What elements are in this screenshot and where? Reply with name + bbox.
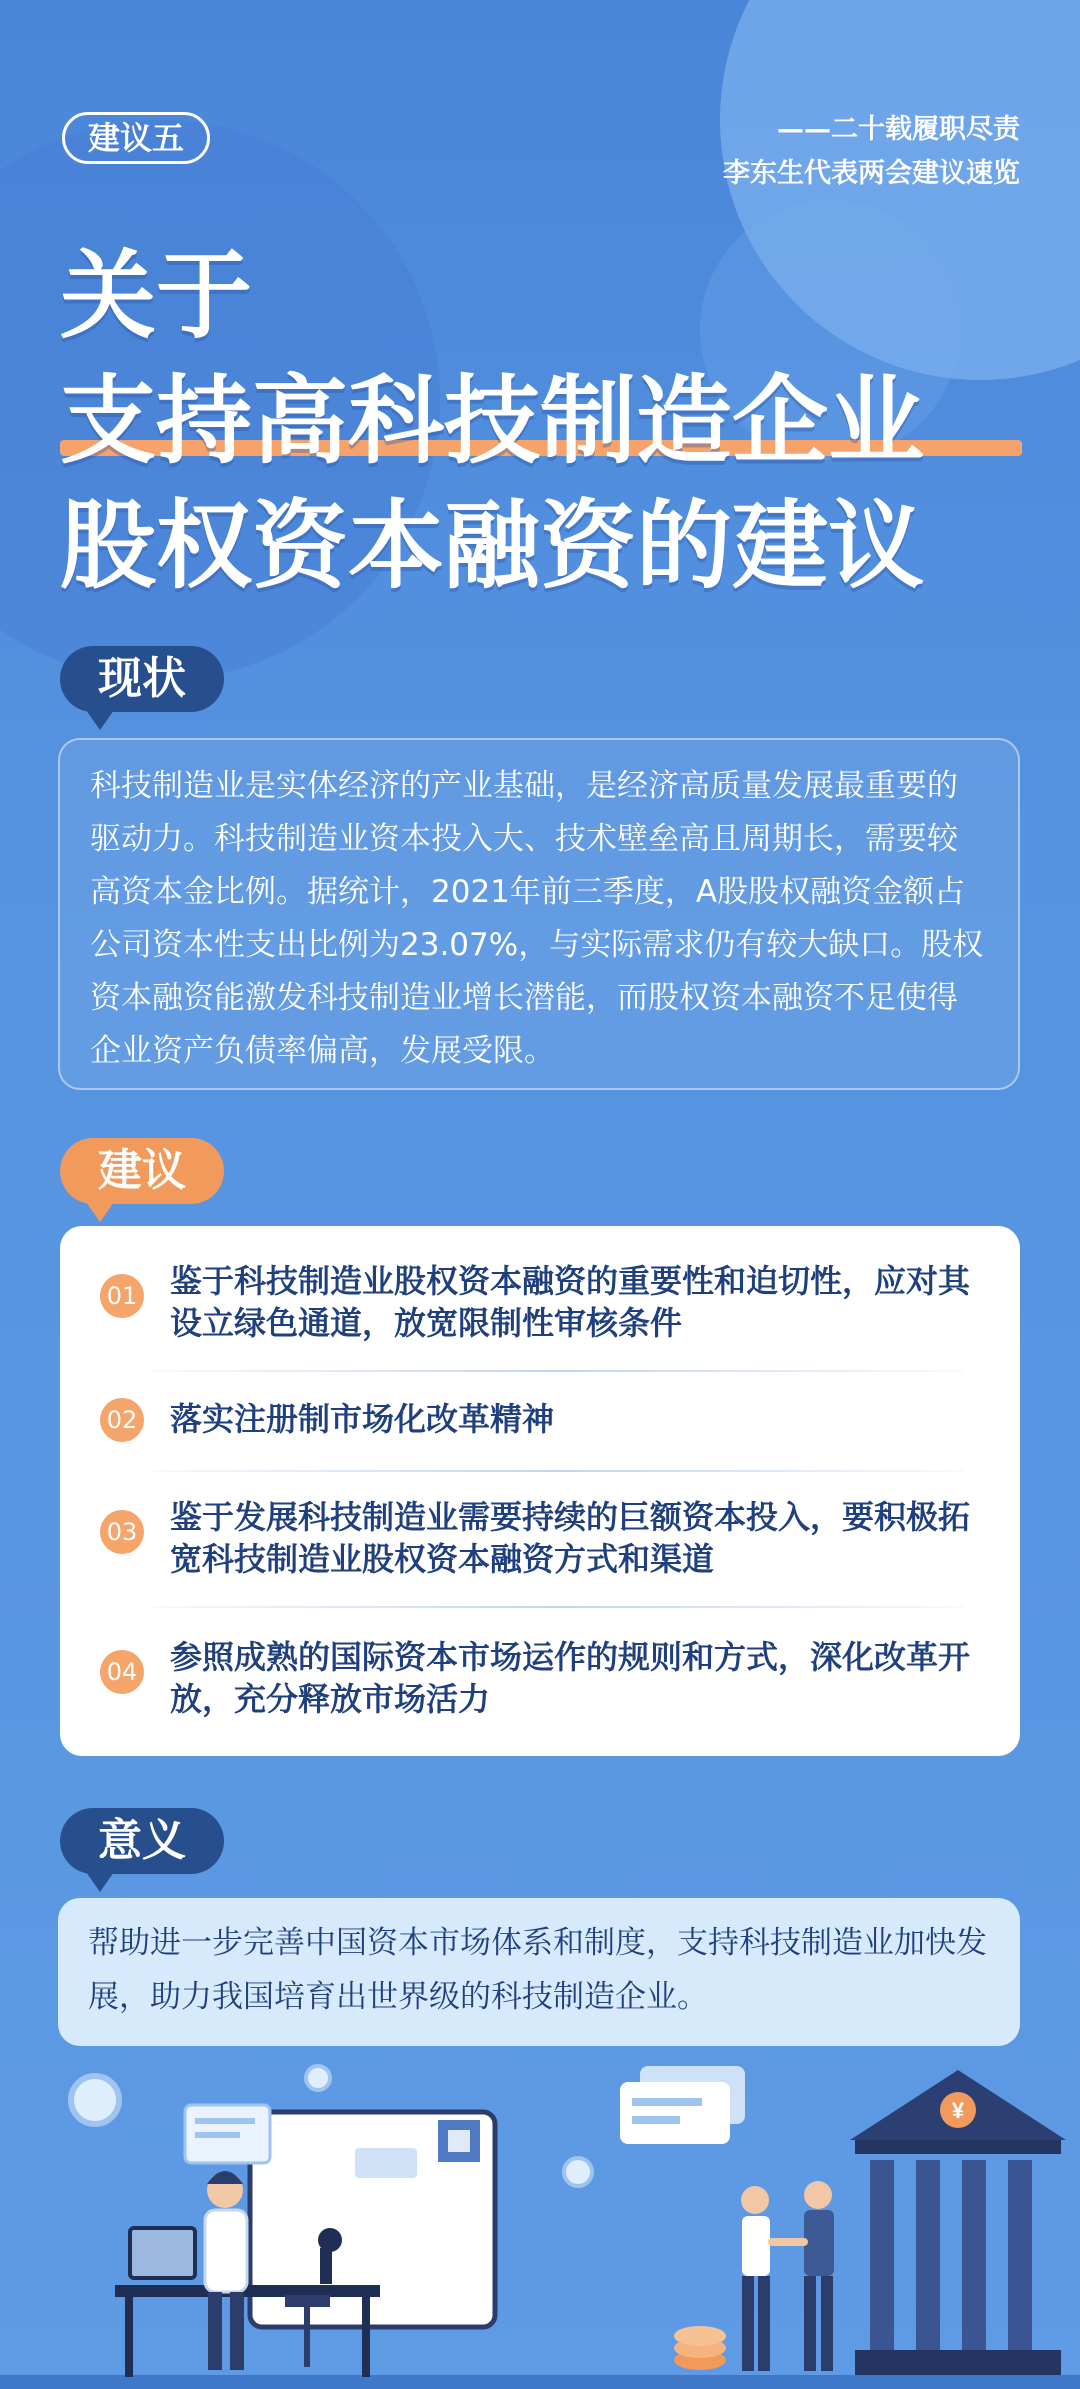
bank-base — [855, 2350, 1061, 2375]
browser-line — [195, 2118, 255, 2124]
status-text-box — [58, 738, 1020, 1090]
microscope-head — [318, 2228, 342, 2252]
businessman-head — [804, 2181, 832, 2209]
card-line — [632, 2098, 702, 2106]
title-line-3: 股权资本融资的建议 — [60, 490, 924, 602]
monitor — [130, 2228, 195, 2278]
divider — [152, 1606, 964, 1608]
businessman-suit — [804, 2210, 834, 2276]
bank-beam — [855, 2140, 1061, 2154]
coin-stack — [674, 2326, 726, 2346]
status-section-label: 现状 — [60, 646, 224, 712]
chair-post — [304, 2307, 310, 2367]
whiteboard-note — [355, 2148, 417, 2178]
bank-column — [870, 2160, 894, 2350]
chip-core — [448, 2130, 470, 2152]
meaning-text: 帮助进一步完善中国资本市场体系和制度，支持科技制造业加快发展，助力我国培育出世界级的科技制造企业。 — [88, 1925, 987, 2015]
title-line-1: 关于 — [60, 240, 252, 352]
chair-seat — [285, 2295, 330, 2307]
byline-line-2: 李东生代表两会建议速览 — [723, 158, 1020, 189]
desk-top — [115, 2285, 380, 2297]
byline — [723, 108, 1020, 196]
suggestions-card — [60, 1226, 1020, 1756]
yuan-symbol: ¥ — [951, 2098, 965, 2123]
businessman-leg — [758, 2276, 770, 2371]
bank-column — [1008, 2160, 1032, 2350]
gear-icon — [306, 2066, 330, 2090]
suggestions-label-tail — [86, 1202, 114, 1222]
suggestion-number-badge: 01 — [100, 1274, 144, 1318]
bank-column — [916, 2160, 940, 2350]
byline-line-1: ——二十载履职尽责 — [777, 114, 1020, 145]
meaning-section-label: 意义 — [60, 1808, 224, 1874]
status-label-tail — [86, 710, 114, 730]
status-text: 科技制造业是实体经济的产业基础，是经济高质量发展最重要的驱动力。科技制造业资本投入大、技术壁垒高且周期长，需要较高资本金比例。据统计，2021年前三季度，A股股权融资金额占公司资本性支出比例为23.07%，与实际需求仍有较大缺口。股权资本融资能激发科技制造业增长潜能，而股权资本融资不足使得企业资产负债率偏高，发展受限。 — [90, 768, 984, 1069]
title-line-2: 支持高科技制造企业 — [60, 365, 924, 477]
businessman-leg — [804, 2276, 816, 2371]
scientist-leg — [208, 2292, 222, 2370]
suggestions-section-label: 建议 — [60, 1138, 224, 1204]
refresh-icon — [71, 2076, 119, 2124]
bank-column — [962, 2160, 986, 2350]
suggestion-number-tag: 建议五 — [62, 112, 210, 164]
divider — [152, 1370, 964, 1372]
suggestion-text: 鉴于发展科技制造业需要持续的巨额资本投入，要积极拓宽科技制造业股权资本融资方式和渠道 — [170, 1498, 971, 1578]
floor — [0, 2375, 1080, 2389]
card-line — [632, 2116, 680, 2124]
businessman-shirt — [742, 2216, 770, 2276]
handshake — [768, 2238, 808, 2246]
microscope-icon — [320, 2248, 332, 2284]
desk-leg — [362, 2297, 370, 2377]
gear-icon — [564, 2158, 592, 2186]
card-front — [620, 2082, 730, 2144]
suggestion-text: 鉴于科技制造业股权资本融资的重要性和迫切性，应对其设立绿色通道，放宽限制性审核条件 — [170, 1262, 971, 1342]
businessman-leg — [742, 2276, 754, 2371]
scientist-hair — [207, 2171, 243, 2184]
browser-line — [195, 2132, 240, 2138]
scientist-leg — [230, 2292, 244, 2370]
businessman-head — [741, 2186, 769, 2214]
bottom-illustration — [0, 2060, 1080, 2389]
suggestion-text: 参照成熟的国际资本市场运作的规则和方式，深化改革开放，充分释放市场活力 — [170, 1638, 971, 1718]
meaning-text-box — [58, 1898, 1020, 2046]
suggestion-number-badge: 03 — [100, 1510, 144, 1554]
scientist-coat — [205, 2210, 247, 2292]
desk-leg — [125, 2297, 133, 2377]
businessman-leg — [821, 2276, 833, 2371]
suggestion-number-badge: 04 — [100, 1650, 144, 1694]
suggestion-number-badge: 02 — [100, 1398, 144, 1442]
divider — [152, 1470, 964, 1472]
suggestion-text: 落实注册制市场化改革精神 — [170, 1400, 555, 1438]
meaning-label-tail — [86, 1872, 114, 1892]
